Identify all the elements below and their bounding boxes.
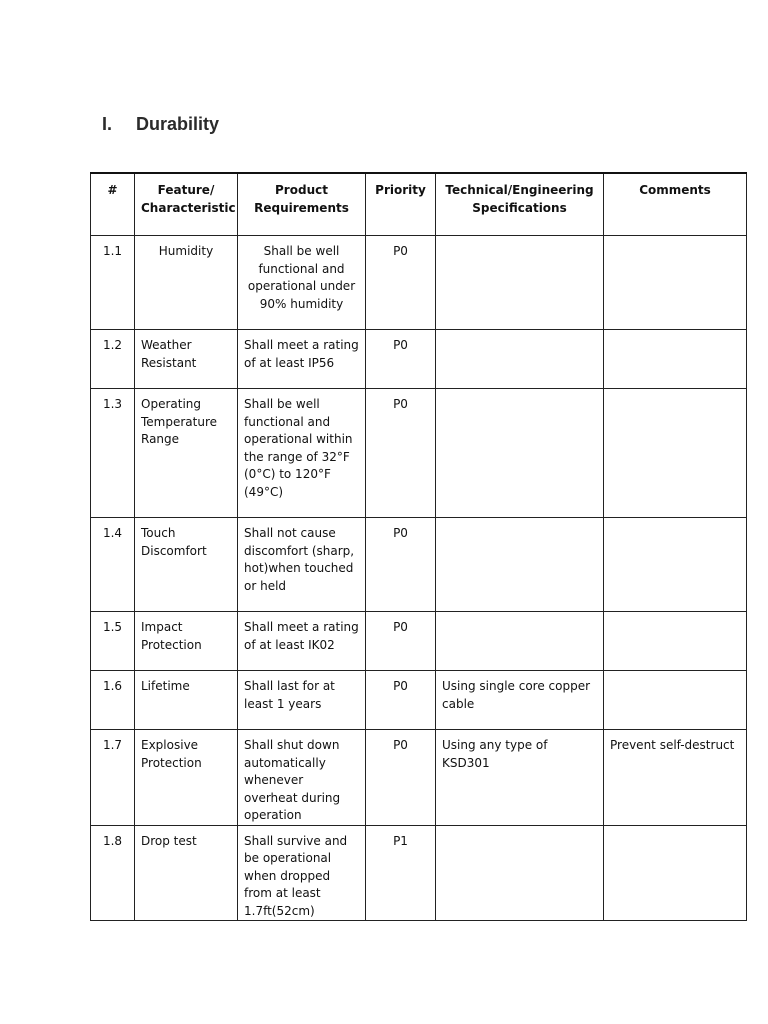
row-priority: P1: [366, 825, 436, 921]
row-number: 1.1: [91, 236, 135, 330]
row-specification: [436, 518, 604, 612]
row-feature: Touch Discomfort: [135, 518, 238, 612]
row-feature: Operating Temperature Range: [135, 389, 238, 518]
row-specification: [436, 330, 604, 389]
row-comments: [604, 518, 747, 612]
row-feature: Lifetime: [135, 671, 238, 730]
header-requirements: Product Requirements: [238, 173, 366, 236]
row-specification: Using any type of KSD301: [436, 730, 604, 826]
row-specification: [436, 389, 604, 518]
row-feature: Explosive Protection: [135, 730, 238, 826]
row-requirement: Shall survive and be operational when dropped from at least 1.7ft(52cm): [238, 825, 366, 921]
row-priority: P0: [366, 612, 436, 671]
table-row: [91, 612, 747, 671]
table-row: [91, 518, 747, 612]
row-specification: [436, 612, 604, 671]
header-priority: Priority: [366, 173, 436, 236]
section-title: Durability: [136, 114, 220, 134]
section-number: I.: [102, 114, 113, 134]
row-feature: Drop test: [135, 825, 238, 921]
header-feature: Feature/ Characteristic: [135, 173, 238, 236]
row-priority: P0: [366, 518, 436, 612]
row-requirement: Shall shut down automatically whenever overheat during operation: [238, 730, 366, 826]
table-row: [91, 671, 747, 730]
row-comments: [604, 612, 747, 671]
row-requirement: Shall be well functional and operational within the range of 32°F (0°C) to 120°F (49°C): [238, 389, 366, 518]
row-number: 1.7: [91, 730, 135, 826]
header-specifications: Technical/Engineering Specifications: [436, 173, 604, 236]
table-row: [91, 330, 747, 389]
row-number: 1.5: [91, 612, 135, 671]
row-comments: [604, 236, 747, 330]
row-number: 1.3: [91, 389, 135, 518]
row-specification: [436, 825, 604, 921]
table-row: [91, 730, 747, 826]
row-feature: Humidity: [135, 236, 238, 330]
row-requirement: Shall meet a rating of at least IK02: [238, 612, 366, 671]
row-number: 1.6: [91, 671, 135, 730]
row-comments: [604, 825, 747, 921]
row-priority: P0: [366, 389, 436, 518]
header-number: #: [91, 173, 135, 236]
row-comments: [604, 330, 747, 389]
row-priority: P0: [366, 730, 436, 826]
section-heading: [102, 114, 219, 135]
row-feature: Impact Protection: [135, 612, 238, 671]
table-header-row: [91, 173, 747, 236]
row-comments: [604, 671, 747, 730]
row-requirement: Shall meet a rating of at least IP56: [238, 330, 366, 389]
row-number: 1.8: [91, 825, 135, 921]
row-number: 1.4: [91, 518, 135, 612]
row-priority: P0: [366, 671, 436, 730]
row-requirement: Shall last for at least 1 years: [238, 671, 366, 730]
header-comments: Comments: [604, 173, 747, 236]
row-requirement: Shall not cause discomfort (sharp, hot)when touched or held: [238, 518, 366, 612]
row-specification: [436, 236, 604, 330]
row-feature: Weather Resistant: [135, 330, 238, 389]
row-comments: [604, 389, 747, 518]
row-specification: Using single core copper cable: [436, 671, 604, 730]
row-comments: Prevent self-destruct: [604, 730, 747, 826]
row-requirement: Shall be well functional and operational under 90% humidity: [238, 236, 366, 330]
requirements-table: [90, 172, 747, 921]
row-priority: P0: [366, 330, 436, 389]
row-priority: P0: [366, 236, 436, 330]
table-row: [91, 389, 747, 518]
table-row: [91, 236, 747, 330]
table-row: [91, 825, 747, 921]
row-number: 1.2: [91, 330, 135, 389]
